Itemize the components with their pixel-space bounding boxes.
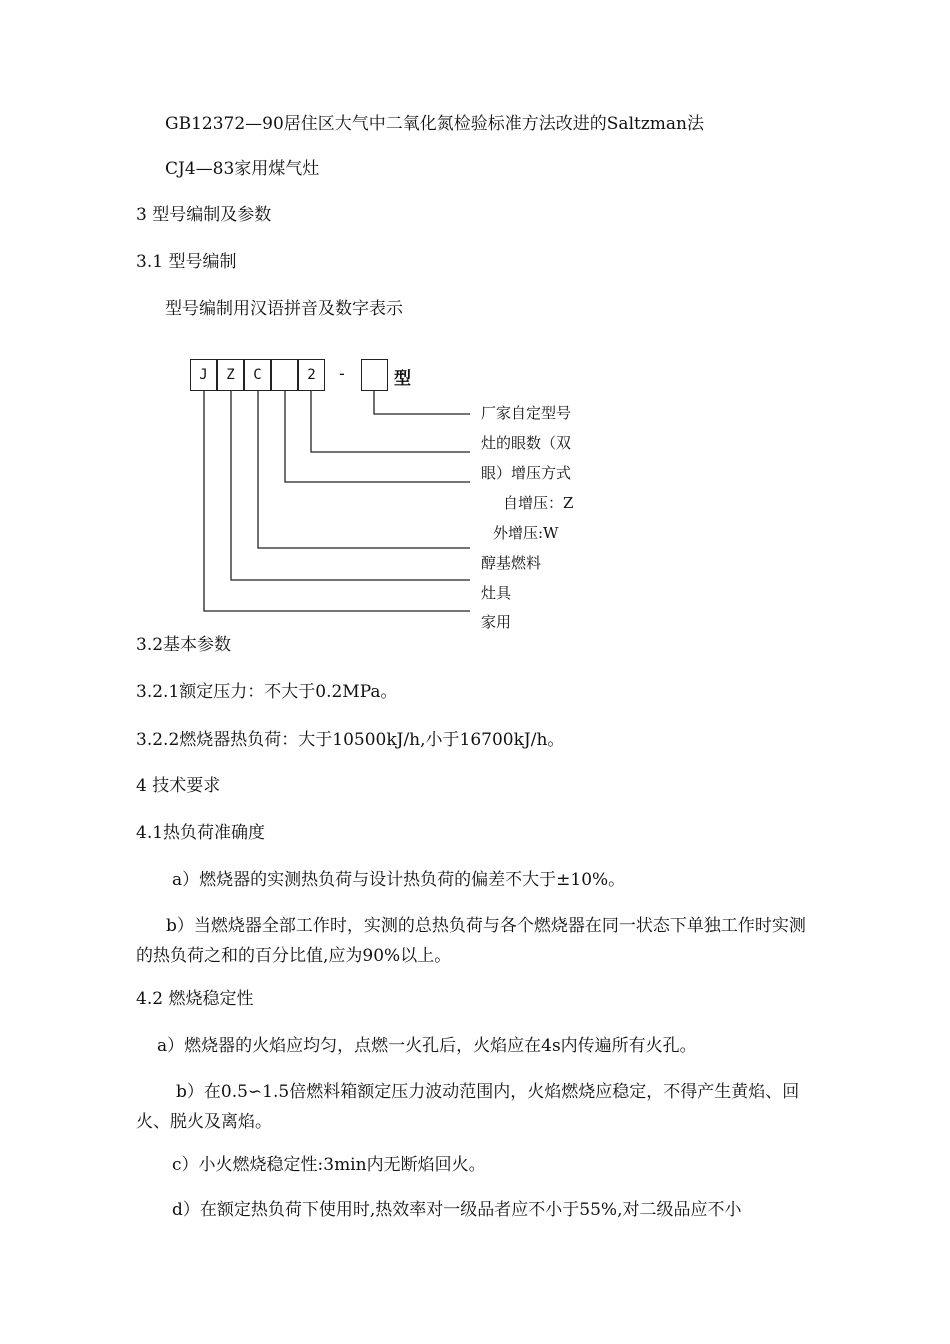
label-household: 家用 bbox=[481, 613, 512, 629]
code-box-pressure bbox=[271, 359, 298, 391]
item-4-2-d: d）在额定热负荷下使用时,热效率对一级品者应不小于55%,对二级品应不小 bbox=[172, 1200, 742, 1220]
label-burner-count: 灶的眼数（双 bbox=[481, 434, 572, 452]
section-3-heading: 3 型号编制及参数 bbox=[136, 205, 272, 225]
model-naming-intro: 型号编制用汉语拼音及数字表示 bbox=[165, 299, 403, 319]
label-self-pressure: 自增压：Z bbox=[503, 494, 574, 512]
item-4-2-b: b）在0.5∽1.5倍燃料箱额定压力波动范围内，火焰燃烧应稳定，不得产生黄焰、回火、脱火及离焰。 bbox=[136, 1082, 800, 1132]
section-3-2-heading: 3.2基本参数 bbox=[136, 635, 232, 655]
label-stove: 灶具 bbox=[481, 584, 512, 602]
section-4-2-heading: 4.2 燃烧稳定性 bbox=[136, 989, 254, 1009]
code-box-burners: 2 bbox=[298, 359, 325, 391]
section-4-1-heading: 4.1热负荷准确度 bbox=[136, 823, 266, 843]
ref-gb12372: GB12372—90居住区大气中二氧化氮检验标准方法改进的Saltzman法 bbox=[165, 114, 704, 134]
label-pressure-method: 眼）增压方式 bbox=[481, 464, 572, 482]
item-4-1-b: b）当燃烧器全部工作时，实测的总热负荷与各个燃烧器在同一状态下单独工作时实测的热负荷之和的百分比值,应为90%以上。 bbox=[136, 916, 806, 966]
burner-heat-load: 3.2.2燃烧器热负荷：大于10500kJ/h,小于16700kJ/h。 bbox=[136, 730, 565, 750]
code-box-maker bbox=[361, 359, 388, 391]
section-4-heading: 4 技术要求 bbox=[136, 776, 221, 796]
code-box-c: C bbox=[244, 359, 271, 391]
item-4-1-a: a）燃烧器的实测热负荷与设计热负荷的偏差不大于±10%。 bbox=[172, 870, 626, 890]
label-alcohol-fuel: 醇基燃料 bbox=[481, 554, 542, 572]
section-3-1-heading: 3.1 型号编制 bbox=[136, 252, 237, 272]
code-dash: - bbox=[339, 364, 345, 383]
code-box-z: Z bbox=[217, 359, 244, 391]
code-box-j: J bbox=[190, 359, 217, 391]
code-xing-char: 型 bbox=[394, 369, 411, 389]
label-external-pressure: 外增压:W bbox=[493, 524, 559, 542]
label-maker-model: 厂家自定型号 bbox=[481, 404, 572, 422]
ref-cj4: CJ4—83家用煤气灶 bbox=[165, 159, 320, 179]
item-4-2-a: a）燃烧器的火焰应均匀，点燃一火孔后，火焰应在4s内传遍所有火孔。 bbox=[157, 1036, 697, 1056]
rated-pressure: 3.2.1额定压力：不大于0.2MPa。 bbox=[136, 682, 398, 702]
item-4-2-c: c）小火燃烧稳定性:3min内无断焰回火。 bbox=[172, 1155, 486, 1175]
